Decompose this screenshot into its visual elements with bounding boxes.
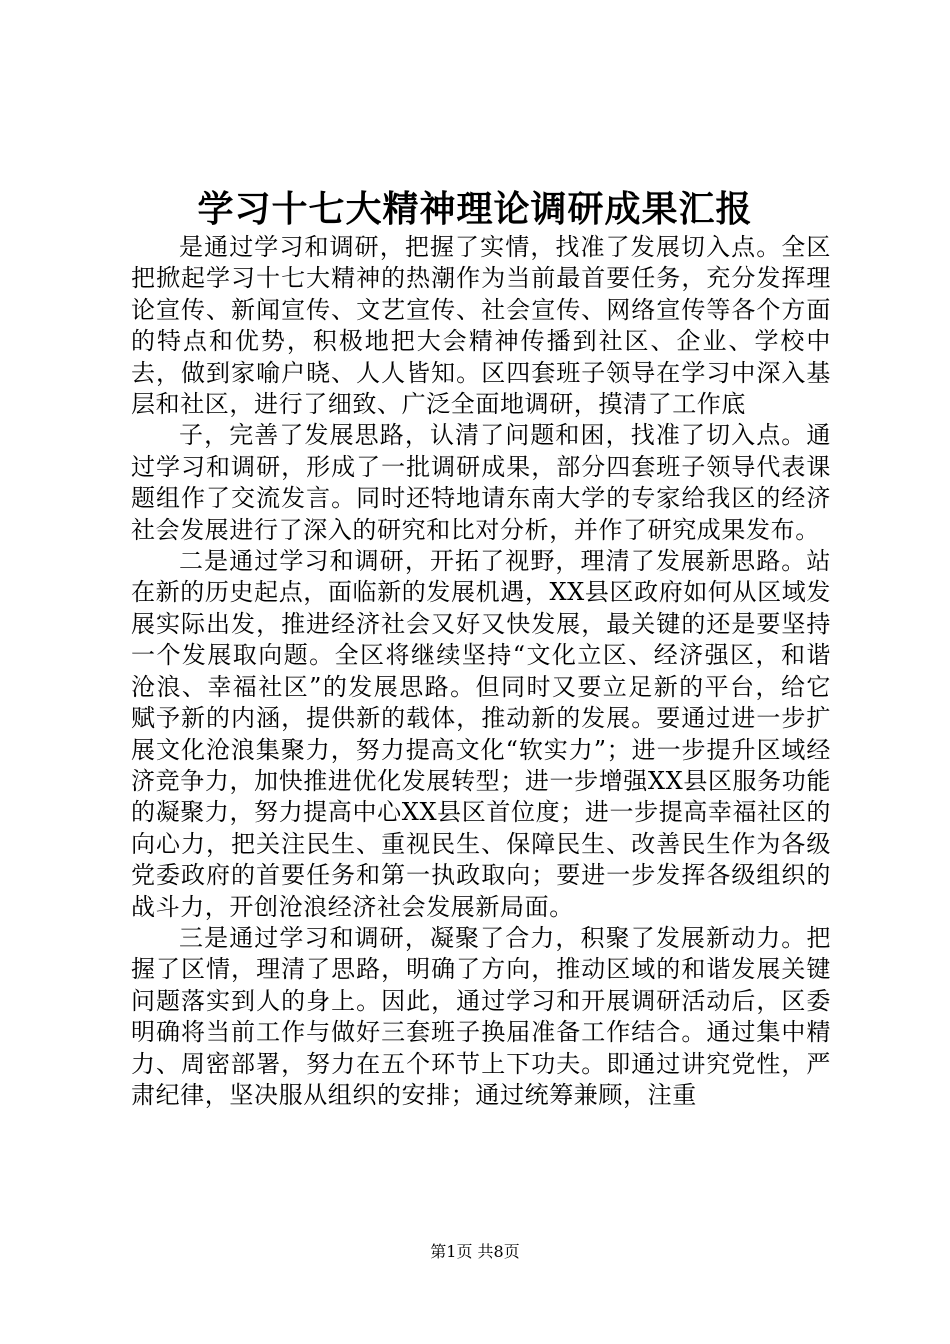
document-title: 学习十七大精神理论调研成果汇报: [197, 188, 753, 230]
document-body: [131, 232, 831, 1111]
paragraph: 子，完善了发展思路，认清了问题和困，找准了切入点。通过学习和调研，形成了一批调研成果，部分四套班子领导代表课题组作了交流发言。同时还特地请东南大学的专家给我区的经济社会发展进行了深入的研究和比对分析，并作了研究成果发布。: [131, 421, 831, 544]
paragraph: 三是通过学习和调研，凝聚了合力，积聚了发展新动力。把握了区情，理清了思路，明确了方向，推动区域的和谐发展关键问题落实到人的身上。因此，通过学习和开展调研活动后，区委明确将当前工作与做好三套班子换届准备工作结合。通过集中精力、周密部署，努力在五个环节上下功夫。即通过讲究党性，严肃纪律，坚决服从组织的安排；通过统筹兼顾，注重: [131, 923, 831, 1109]
paragraph: 二是通过学习和调研，开拓了视野，理清了发展新思路。站在新的历史起点，面临新的发展机遇，XX县区政府如何从区域发展实际出发，推进经济社会又好又快发展，最关键的还是要坚持一个发展取向题。全区将继续坚持“文化立区、经济强区，和谐沧浪、幸福社区”的发展思路。但同时又要立足新的平台，给它赋予新的内涵，提供新的载体，推动新的发展。要通过进一步扩展文化沧浪集聚力，努力提高文化“软实力”；进一步提升区域经济竞争力，加快推进优化发展转型；进一步增强XX县区服务功能的凝聚力，努力提高中心XX县区首位度；进一步提高幸福社区的向心力，把关注民生、重视民生、保障民生、改善民生作为各级党委政府的首要任务和第一执政取向；要进一步发挥各级组织的战斗力，开创沧浪经济社会发展新局面。: [131, 547, 831, 921]
page-footer: 第1页 共8页: [430, 1242, 520, 1261]
paragraph: 是通过学习和调研，把握了实情，找准了发展切入点。全区把掀起学习十七大精神的热潮作为当前最首要任务，充分发挥理论宣传、新闻宣传、文艺宣传、社会宣传、网络宣传等各个方面的特点和优势，积极地把大会精神传播到社区、企业、学校中去，做到家喻户晓、人人皆知。区四套班子领导在学习中深入基层和社区，进行了细致、广泛全面地调研，摸清了工作底: [131, 233, 831, 419]
